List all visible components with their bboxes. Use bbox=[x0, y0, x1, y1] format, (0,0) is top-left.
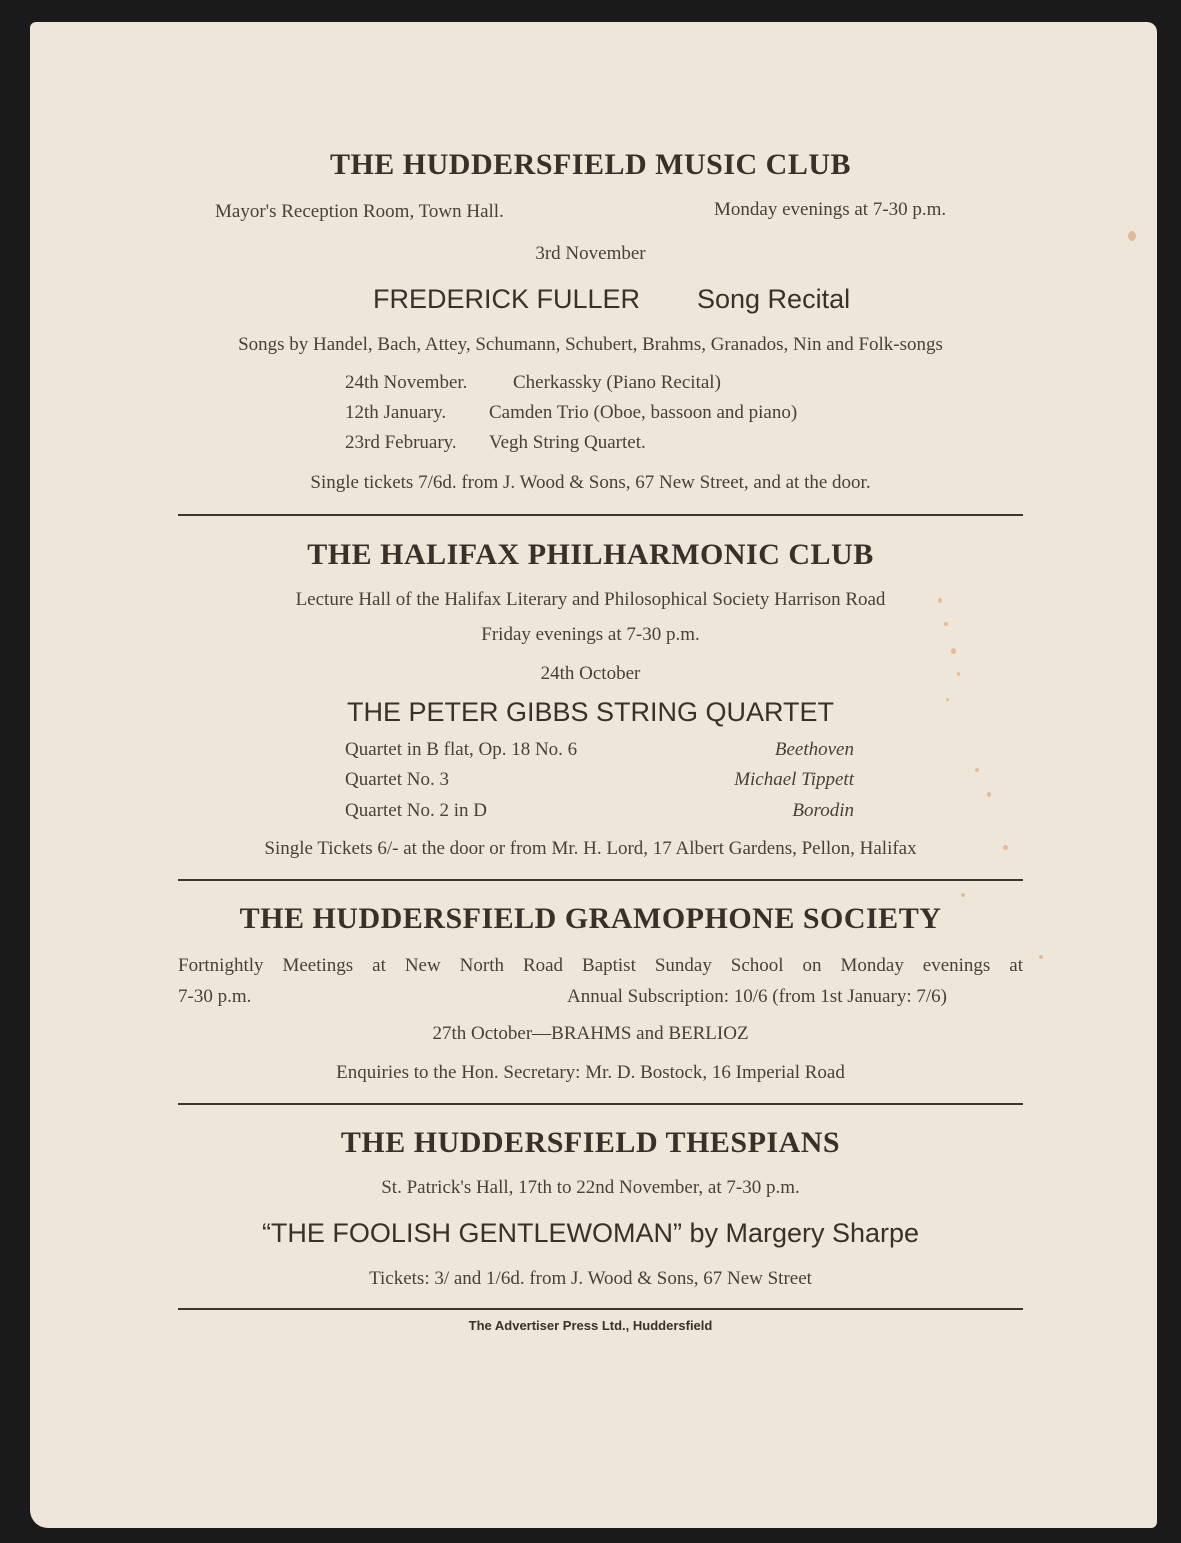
music-club-performer: FREDERICK FULLER bbox=[373, 284, 641, 314]
gramophone-next-meeting: 27th October—BRAHMS and BERLIOZ bbox=[432, 1023, 749, 1044]
music-club-songs: Songs by Handel, Bach, Attey, Schumann, Schubert, Brahms, Granados, Nin and Folk-songs bbox=[238, 334, 943, 355]
divider bbox=[178, 1103, 1023, 1105]
philharmonic-performer: THE PETER GIBBS STRING QUARTET bbox=[346, 697, 835, 727]
divider bbox=[178, 879, 1023, 881]
event-date: 12th January. bbox=[345, 402, 447, 423]
stain bbox=[1039, 955, 1043, 959]
philharmonic-tickets: Single Tickets 6/- at the door or from Mr. H. Lord, 17 Albert Gardens, Pellon, Halifax bbox=[264, 838, 917, 859]
thespians-venue: St. Patrick's Hall, 17th to 22nd November, at 7-30 p.m. bbox=[381, 1177, 800, 1198]
gramophone-subscription: Annual Subscription: 10/6 (from 1st January: 7/6) bbox=[567, 986, 947, 1007]
event-desc: Vegh String Quartet. bbox=[489, 432, 646, 453]
event-date: 23rd February. bbox=[345, 432, 457, 453]
stain bbox=[961, 893, 965, 897]
music-club-performance: Song Recital bbox=[697, 284, 851, 314]
event-desc: Cherkassky (Piano Recital) bbox=[513, 372, 721, 393]
philharmonic-date: 24th October bbox=[540, 663, 641, 684]
divider bbox=[178, 514, 1023, 516]
event-desc: Camden Trio (Oboe, bassoon and piano) bbox=[489, 402, 798, 423]
music-club-title: THE HUDDERSFIELD MUSIC CLUB bbox=[329, 148, 852, 181]
programme-composer: Michael Tippett bbox=[734, 769, 854, 790]
music-club-time: Monday evenings at 7-30 p.m. bbox=[714, 199, 947, 220]
programme-work: Quartet No. 2 in D bbox=[345, 800, 487, 821]
gramophone-time: 7-30 p.m. bbox=[178, 986, 252, 1007]
stain bbox=[987, 792, 991, 797]
music-club-tickets: Single tickets 7/6d. from J. Wood & Sons, 67 New Street, and at the door. bbox=[310, 472, 871, 493]
gramophone-meetings: Fortnightly Meetings at New North Road Baptist Sunday School on Monday evenings at bbox=[178, 955, 1023, 976]
printer-imprint: The Advertiser Press Ltd., Huddersfield bbox=[468, 1318, 713, 1333]
philharmonic-time: Friday evenings at 7-30 p.m. bbox=[481, 624, 700, 645]
stain bbox=[1128, 231, 1136, 241]
gramophone-title: THE HUDDERSFIELD GRAMOPHONE SOCIETY bbox=[239, 902, 942, 935]
programme-work: Quartet in B flat, Op. 18 No. 6 bbox=[345, 739, 578, 760]
programme-work: Quartet No. 3 bbox=[345, 769, 449, 790]
philharmonic-venue: Lecture Hall of the Halifax Literary and Philosophical Society Harrison Road bbox=[295, 589, 886, 610]
stain bbox=[951, 648, 956, 654]
event-date: 24th November. bbox=[345, 372, 468, 393]
music-club-date: 3rd November bbox=[535, 243, 646, 264]
music-club-venue: Mayor's Reception Room, Town Hall. bbox=[215, 201, 504, 222]
thespians-play: “THE FOOLISH GENTLEWOMAN” by Margery Sharpe bbox=[261, 1218, 920, 1248]
programme-composer: Borodin bbox=[792, 800, 854, 821]
philharmonic-title: THE HALIFAX PHILHARMONIC CLUB bbox=[307, 538, 874, 571]
thespians-title: THE HUDDERSFIELD THESPIANS bbox=[340, 1126, 841, 1159]
thespians-tickets: Tickets: 3/ and 1/6d. from J. Wood & Sons, 67 New Street bbox=[369, 1268, 812, 1289]
stain bbox=[975, 768, 979, 772]
gramophone-enquiries: Enquiries to the Hon. Secretary: Mr. D. Bostock, 16 Imperial Road bbox=[336, 1062, 845, 1083]
divider bbox=[178, 1308, 1023, 1310]
programme-composer: Beethoven bbox=[774, 739, 854, 760]
